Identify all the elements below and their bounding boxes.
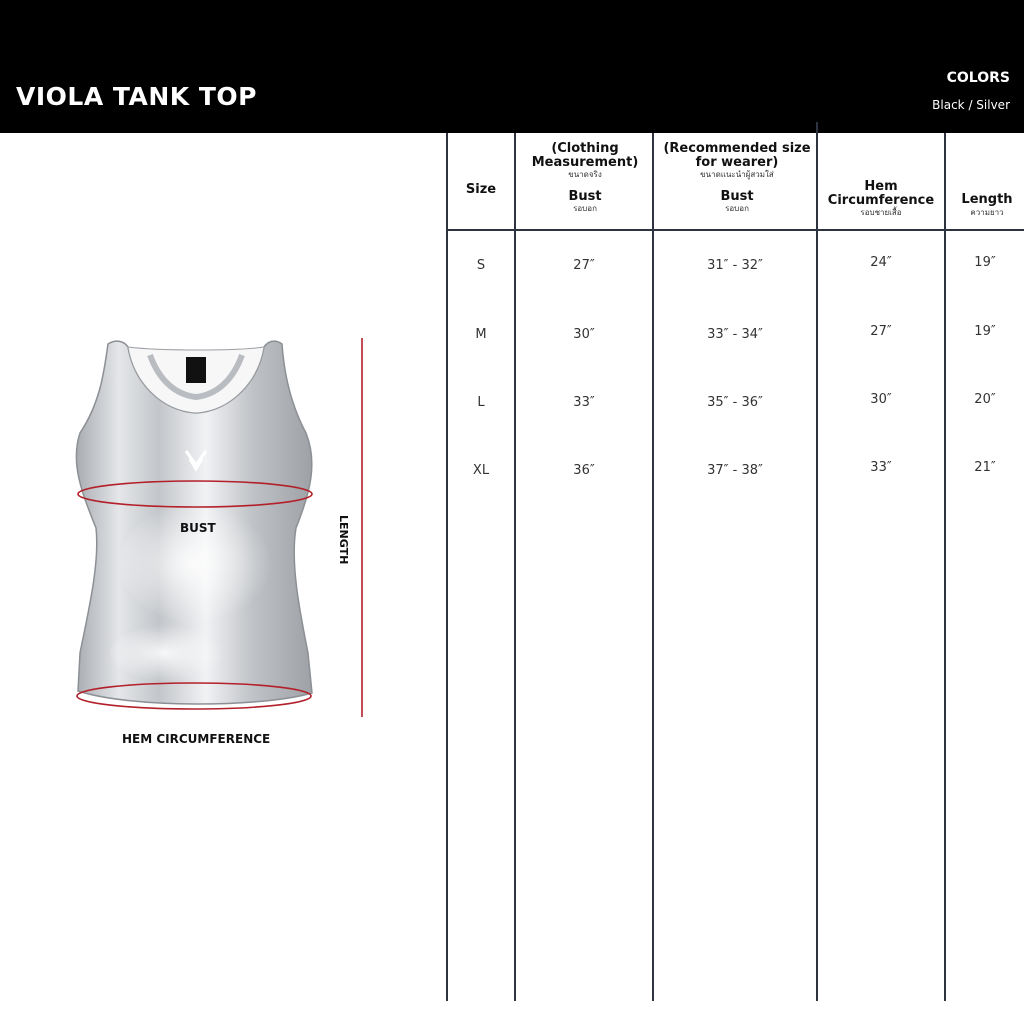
colors-label: COLORS bbox=[946, 70, 1010, 86]
colors-value: Black / Silver bbox=[932, 98, 1010, 112]
cell-bust: 30″ bbox=[573, 327, 595, 342]
cell-length: 19″ bbox=[974, 324, 996, 339]
cell-size: M bbox=[475, 327, 487, 342]
page-title: VIOLA TANK TOP bbox=[16, 82, 257, 111]
brand-tag bbox=[186, 357, 206, 383]
bust-label: BUST bbox=[180, 521, 216, 535]
cell-recommended: 33″ - 34″ bbox=[707, 327, 763, 342]
product-figure bbox=[0, 133, 440, 1024]
cell-recommended: 35″ - 36″ bbox=[707, 395, 763, 410]
header-recommended-bust: (Recommended size for wearer) ขนาดแนะนำผู้สวมใส่ Bust รอบอก bbox=[663, 141, 811, 214]
cell-length: 21″ bbox=[974, 460, 996, 475]
cell-length: 19″ bbox=[974, 255, 996, 270]
header-hem-circumference: Hem Circumference รอบชายเสื้อ bbox=[827, 179, 935, 218]
header-size: Size bbox=[465, 182, 497, 197]
hem-label: HEM CIRCUMFERENCE bbox=[122, 732, 271, 746]
cell-hem: 27″ bbox=[870, 324, 892, 339]
table-divider bbox=[816, 122, 818, 1001]
cell-length: 20″ bbox=[974, 392, 996, 407]
cell-bust: 27″ bbox=[573, 258, 595, 273]
cell-recommended: 37″ - 38″ bbox=[707, 463, 763, 478]
header-length: Length ความยาว bbox=[961, 192, 1013, 217]
cell-size: XL bbox=[472, 463, 490, 478]
cell-bust: 36″ bbox=[573, 463, 595, 478]
cell-size: S bbox=[476, 258, 486, 273]
cell-hem: 33″ bbox=[870, 460, 892, 475]
tank-top-illustration bbox=[0, 133, 440, 1024]
table-header-rule bbox=[447, 229, 1024, 231]
length-label: LENGTH bbox=[337, 515, 350, 565]
cell-hem: 30″ bbox=[870, 392, 892, 407]
header-bar bbox=[0, 0, 1024, 133]
cell-size: L bbox=[477, 395, 485, 410]
cell-hem: 24″ bbox=[870, 255, 892, 270]
cell-recommended: 31″ - 32″ bbox=[707, 258, 763, 273]
header-clothing-bust: (Clothing Measurement) ขนาดจริง Bust รอบอก bbox=[531, 141, 639, 214]
cell-bust: 33″ bbox=[573, 395, 595, 410]
